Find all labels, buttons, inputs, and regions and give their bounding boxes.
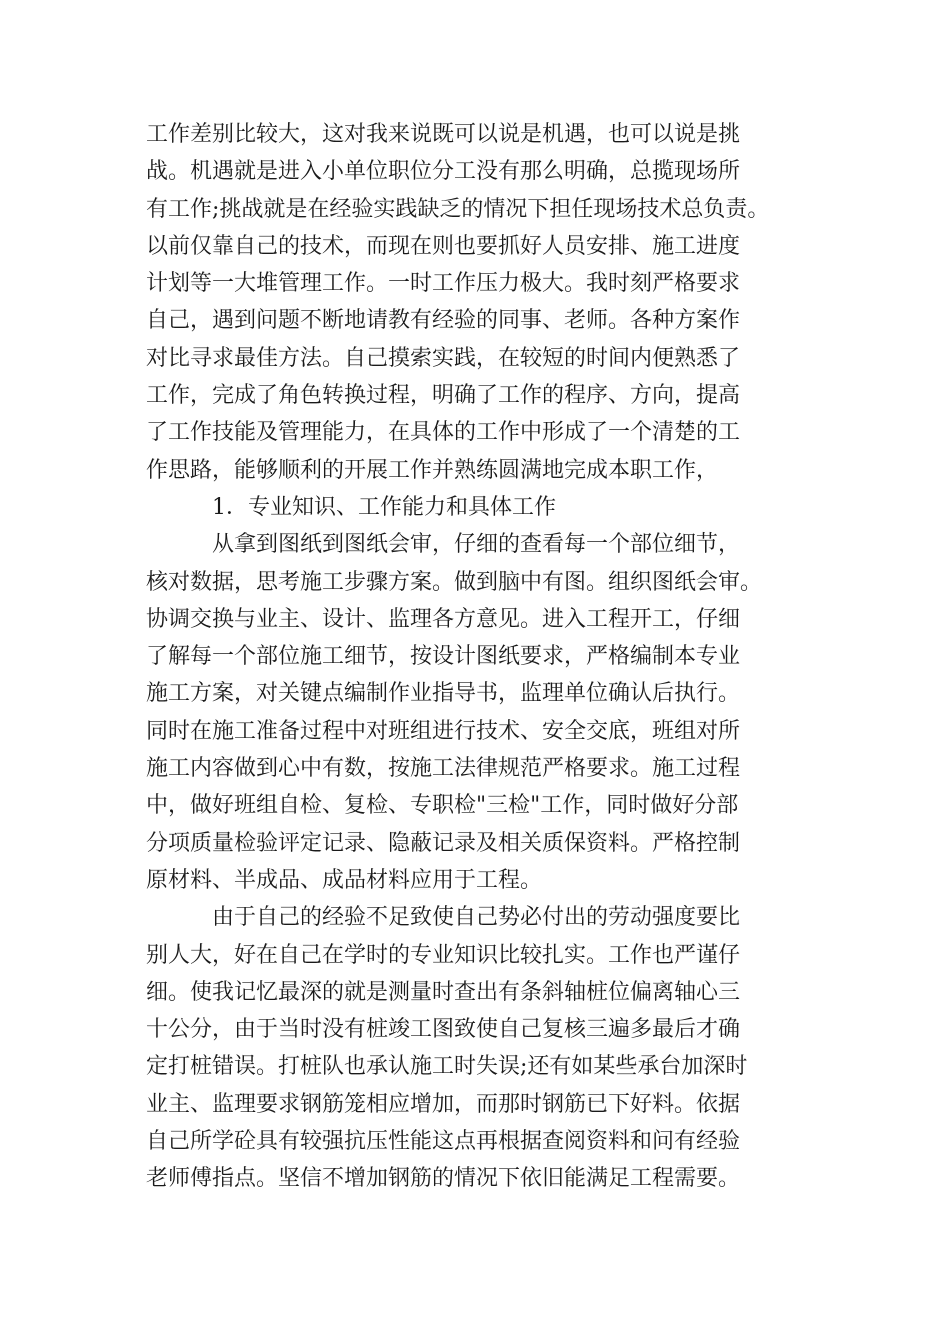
text-line: 1．专业知识、工作能力和具体工作 [212,494,556,520]
text-line: 作思路，能够顺利的开展工作并熟练圆满地完成本职工作， [146,457,719,483]
paragraph [146,116,826,489]
text-line: 计划等一大堆管理工作。一时工作压力极大。我时刻严格要求 [146,271,741,297]
indented-paragraph [146,489,826,526]
document-body [146,116,826,1198]
text-line: 核对数据，思考施工步骤方案。做到脑中有图。组织图纸会审。 [146,569,763,595]
text-line: 原材料、半成品、成品材料应用于工程。 [146,867,543,893]
text-line: 由于自己的经验不足致使自己势必付出的劳动强度要比 [212,905,741,931]
text-line: 对比寻求最佳方法。自己摸索实践，在较短的时间内便熟悉了 [146,345,741,371]
text-line: 别人大，好在自己在学时的专业知识比较扎实。工作也严谨仔 [146,942,741,968]
text-line: 协调交换与业主、设计、监理各方意见。进入工程开工，仔细 [146,606,741,632]
text-line: 工作，完成了角色转换过程，明确了工作的程序、方向，提高 [146,383,741,409]
text-line: 了工作技能及管理能力，在具体的工作中形成了一个清楚的工 [146,420,741,446]
text-line: 业主、监理要求钢筋笼相应增加，而那时钢筋已下好料。依据 [146,1091,741,1117]
text-line: 施工内容做到心中有数，按施工法律规范严格要求。施工过程 [146,756,741,782]
text-line: 自己所学砼具有较强抗压性能这点再根据查阅资料和问有经验 [146,1129,741,1155]
text-line: 十公分，由于当时没有桩竣工图致使自己复核三遍多最后才确 [146,1017,741,1043]
text-line: 从拿到图纸到图纸会审，仔细的查看每一个部位细节， [212,532,741,558]
text-line: 老师傅指点。坚信不增加钢筋的情况下依旧能满足工程需要。 [146,1166,741,1192]
text-line: 战。机遇就是进入小单位职位分工没有那么明确，总揽现场所 [146,159,741,185]
text-line: 分项质量检验评定记录、隐蔽记录及相关质保资料。严格控制 [146,830,741,856]
text-line: 细。使我记忆最深的就是测量时查出有条斜轴桩位偏离轴心三 [146,979,741,1005]
text-line: 以前仅靠自己的技术，而现在则也要抓好人员安排、施工进度 [146,233,741,259]
text-line: 自己，遇到问题不断地请教有经验的同事、老师。各种方案作 [146,308,741,334]
indented-paragraph [146,526,826,899]
text-line: 施工方案，对关键点编制作业指导书，监理单位确认后执行。 [146,681,741,707]
text-line: 工作差别比较大，这对我来说既可以说是机遇，也可以说是挑 [146,122,741,147]
text-line: 同时在施工准备过程中对班组进行技术、安全交底，班组对所 [146,718,741,744]
indented-paragraph [146,899,826,1197]
text-line: 了解每一个部位施工细节，按设计图纸要求，严格编制本专业 [146,644,741,670]
text-line: 有工作;挑战就是在经验实践缺乏的情况下担任现场技术总负责。 [146,196,770,222]
text-line: 定打桩错误。打桩队也承认施工时失误;还有如某些承台加深时 [146,1054,748,1080]
text-line: 中，做好班组自检、复检、专职检"三检"工作，同时做好分部 [146,793,739,819]
